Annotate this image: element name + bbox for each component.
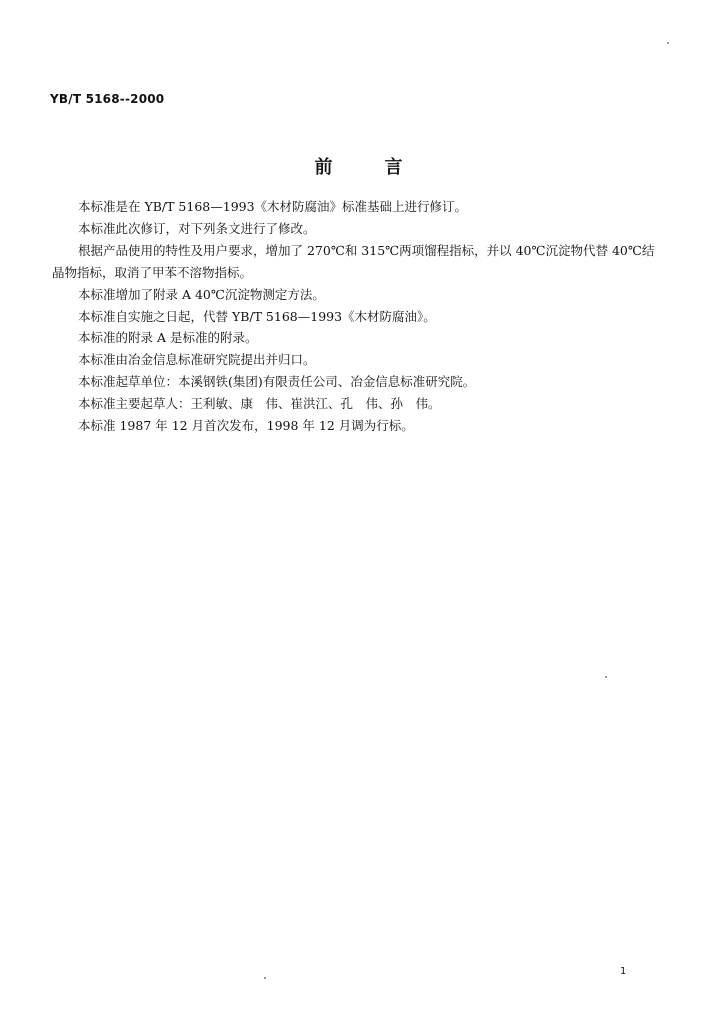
standard-code: YB/T 5168--2000 <box>50 92 165 106</box>
scan-speck <box>264 977 266 979</box>
paragraph: 本标准的附录 A 是标准的附录。 <box>78 330 258 346</box>
paragraph: 本标准由冶金信息标准研究院提出并归口。 <box>78 352 316 368</box>
paragraph: 本标准增加了附录 A 40℃沉淀物测定方法。 <box>78 286 325 302</box>
paragraph: 本标准主要起草人：王利敏、康 伟、崔洪江、孔 伟、孙 伟。 <box>78 396 441 412</box>
paragraph: 根据产品使用的特性及用户要求，增加了 270℃和 315℃两项馏程指标，并以 40℃沉淀物代替 40℃结晶物指标，取消了甲苯不溶物指标。 <box>52 242 655 280</box>
scan-speck <box>667 42 669 44</box>
paragraph: 本标准 1987 年 12 月首次发布，1998 年 12 月调为行标。 <box>78 418 414 434</box>
preface-body <box>52 196 664 437</box>
paragraph: 本标准是在 YB/T 5168—1993《木材防腐油》标准基础上进行修订。 <box>78 199 468 214</box>
paragraph: 本标准自实施之日起，代替 YB/T 5168—1993《木材防腐油》。 <box>78 308 436 324</box>
page-number: 1 <box>620 966 627 977</box>
page-title: 前言 <box>314 157 455 178</box>
paragraph: 本标准起草单位：本溪钢铁(集团)有限责任公司、冶金信息标准研究院。 <box>78 374 476 390</box>
paragraph: 本标准此次修订，对下列条文进行了修改。 <box>78 220 316 236</box>
scan-speck <box>605 676 607 678</box>
